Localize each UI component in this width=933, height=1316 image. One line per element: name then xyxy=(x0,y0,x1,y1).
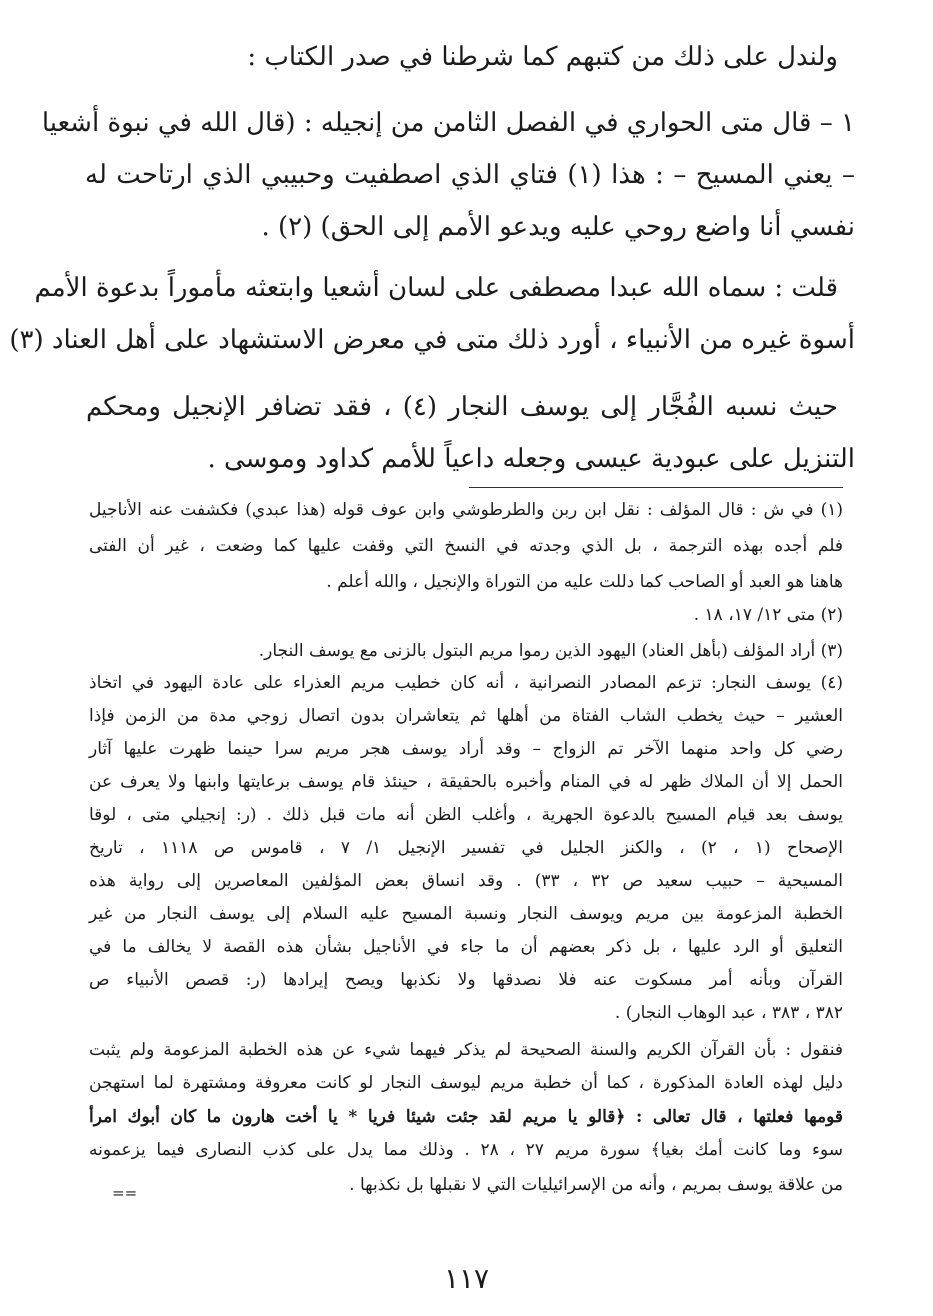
main-text-line-6: أسوة غيره من الأنبياء ، أورد ذلك متى في معرض الاستشهاد على أهل العناد (٣) xyxy=(9,325,855,355)
footnote-4-line-5: يوسف بعد قيام المسيح بالدعوة الجهرية ، وأغلب الظن أنه مات قبل ذلك . (ر: إنجيلي متى ، لوقا xyxy=(89,805,843,825)
footnote-comment-line-5: من علاقة يوسف بمريم ، وأنه من الإسرائيليات التي لا نقبلها بل نكذبها . xyxy=(349,1175,843,1195)
footnote-4-line-4: الحمل إلا أن الملاك ظهر له في المنام وأخبره بالحقيقة ، حينئذ قام يوسف برعايتها وابنها ولا يعرف عن xyxy=(89,772,843,792)
footnote-4-line-6: الإصحاح (١ ، ٢) ، والكنز الجليل في تفسير الإنجيل ١/ ٧ ، قاموس ص ١١١٨ ، تاريخ xyxy=(89,838,843,858)
main-text-line-1: ولندل على ذلك من كتبهم كما شرطنا في صدر الكتاب : xyxy=(247,42,838,72)
main-text-line-7: حيث نسبه الفُجَّار إلى يوسف النجار (٤) ، فقد تضافر الإنجيل ومحكم xyxy=(86,392,838,422)
footnote-4-line-3: رضي كل واحد منهما الآخر تم الزواج – وقد أراد يوسف هجر مريم سرا حينما ظهرت عليها آثار xyxy=(89,739,843,759)
continuation-mark: == xyxy=(112,1184,138,1202)
main-text-line-5: قلت : سماه الله عبدا مصطفى على لسان أشعيا وابتعثه مأموراً بدعوة الأمم xyxy=(34,273,838,303)
footnote-separator xyxy=(469,487,843,488)
main-text-line-8: التنزيل على عبودية عيسى وجعله داعياً للأمم كداود وموسى . xyxy=(207,444,855,474)
footnote-4-line-7: المسيحية – حبيب سعيد ص ٣٢ ، ٣٣) . وقد انساق بعض المؤلفين المعاصرين إلى رواية هذه xyxy=(89,871,843,891)
footnote-1-line-1: (١) في ش : قال المؤلف : نقل ابن ربن والطرطوشي وابن عوف قوله (هذا عبدي) فكشفت عنه الأناجيل xyxy=(89,500,843,520)
main-text-line-2: ١ – قال متى الحواري في الفصل الثامن من إنجيله : (قال الله في نبوة أشعيا xyxy=(41,108,855,138)
footnote-comment-line-3: قومها فعلتها ، قال تعالى : ﴿قالو يا مريم لقد جئت شيئا فريا * يا أخت هارون ما كان أبوك امرأ xyxy=(89,1107,843,1127)
footnote-2: (٢) متى ١٢/ ١٧، ١٨ . xyxy=(693,605,843,625)
footnote-1-line-2: فلم أجده بهذه الترجمة ، بل الذي وجدته في النسخ التي وقفت عليها كما وضعت ، غير أن الفتى xyxy=(89,536,843,556)
footnote-3: (٣) أراد المؤلف (بأهل العناد) اليهود الذين رموا مريم البتول بالزنى مع يوسف النجار. xyxy=(258,641,843,661)
footnote-1-line-3: هاهنا هو العبد أو الصاحب كما دللت عليه من التوراة والإنجيل ، والله أعلم . xyxy=(326,572,843,592)
footnote-comment-line-1: فنقول : بأن القرآن الكريم والسنة الصحيحة لم يذكر فيهما شيء عن هذه الخطبة المزعومة ولم يثبت xyxy=(89,1040,843,1060)
main-text-line-4: نفسي أنا واضع روحي عليه ويدعو الأمم إلى الحق) (٢) . xyxy=(261,212,855,242)
footnote-4-line-9: التعليق أو الرد عليها ، بل ذكر بعضهم أن ما جاء في الأناجيل بشأن هذه القصة لا يخالف ما في xyxy=(89,937,843,957)
footnote-4-line-8: الخطبة المزعومة بين مريم ويوسف النجار ونسبة المسيح عليه السلام إلى يوسف النجار من غير xyxy=(89,904,843,924)
footnote-comment-line-2: دليل لهذه العادة المذكورة ، كما أن خطبة مريم ليوسف النجار لو كانت معروفة ومشتهرة لما استهجن xyxy=(89,1073,843,1093)
footnote-4-line-2: العشير – حيث يخطب الشاب الفتاة من أهلها ثم يتعاشران بدون اتصال زوجي مدة من الزمن فإذا xyxy=(89,706,843,726)
footnote-comment-line-4: سوء وما كانت أمك بغيا﴾ سورة مريم ٢٧ ، ٢٨ . وذلك مما يدل على كذب النصارى فيما يزعمونه xyxy=(89,1140,844,1160)
main-text-line-3: – يعني المسيح – : هذا (١) فتاي الذي اصطفيت وحبيبي الذي ارتاحت له xyxy=(85,160,855,190)
footnote-4-line-10: القرآن وبأنه أمر مسكوت عنه فلا نصدقها ولا نكذبها ويصح إيرادها (ر: قصص الأنبياء ص xyxy=(89,970,843,990)
page-number: ١١٧ xyxy=(443,1262,490,1295)
footnote-4-line-1: (٤) يوسف النجار: تزعم المصادر النصرانية ، أنه كان خطيب مريم العذراء على عادة اليهود في اتخاذ xyxy=(89,673,843,693)
footnote-4-line-11: ٣٨٢ ، ٣٨٣ ، عبد الوهاب النجار) . xyxy=(614,1003,843,1023)
